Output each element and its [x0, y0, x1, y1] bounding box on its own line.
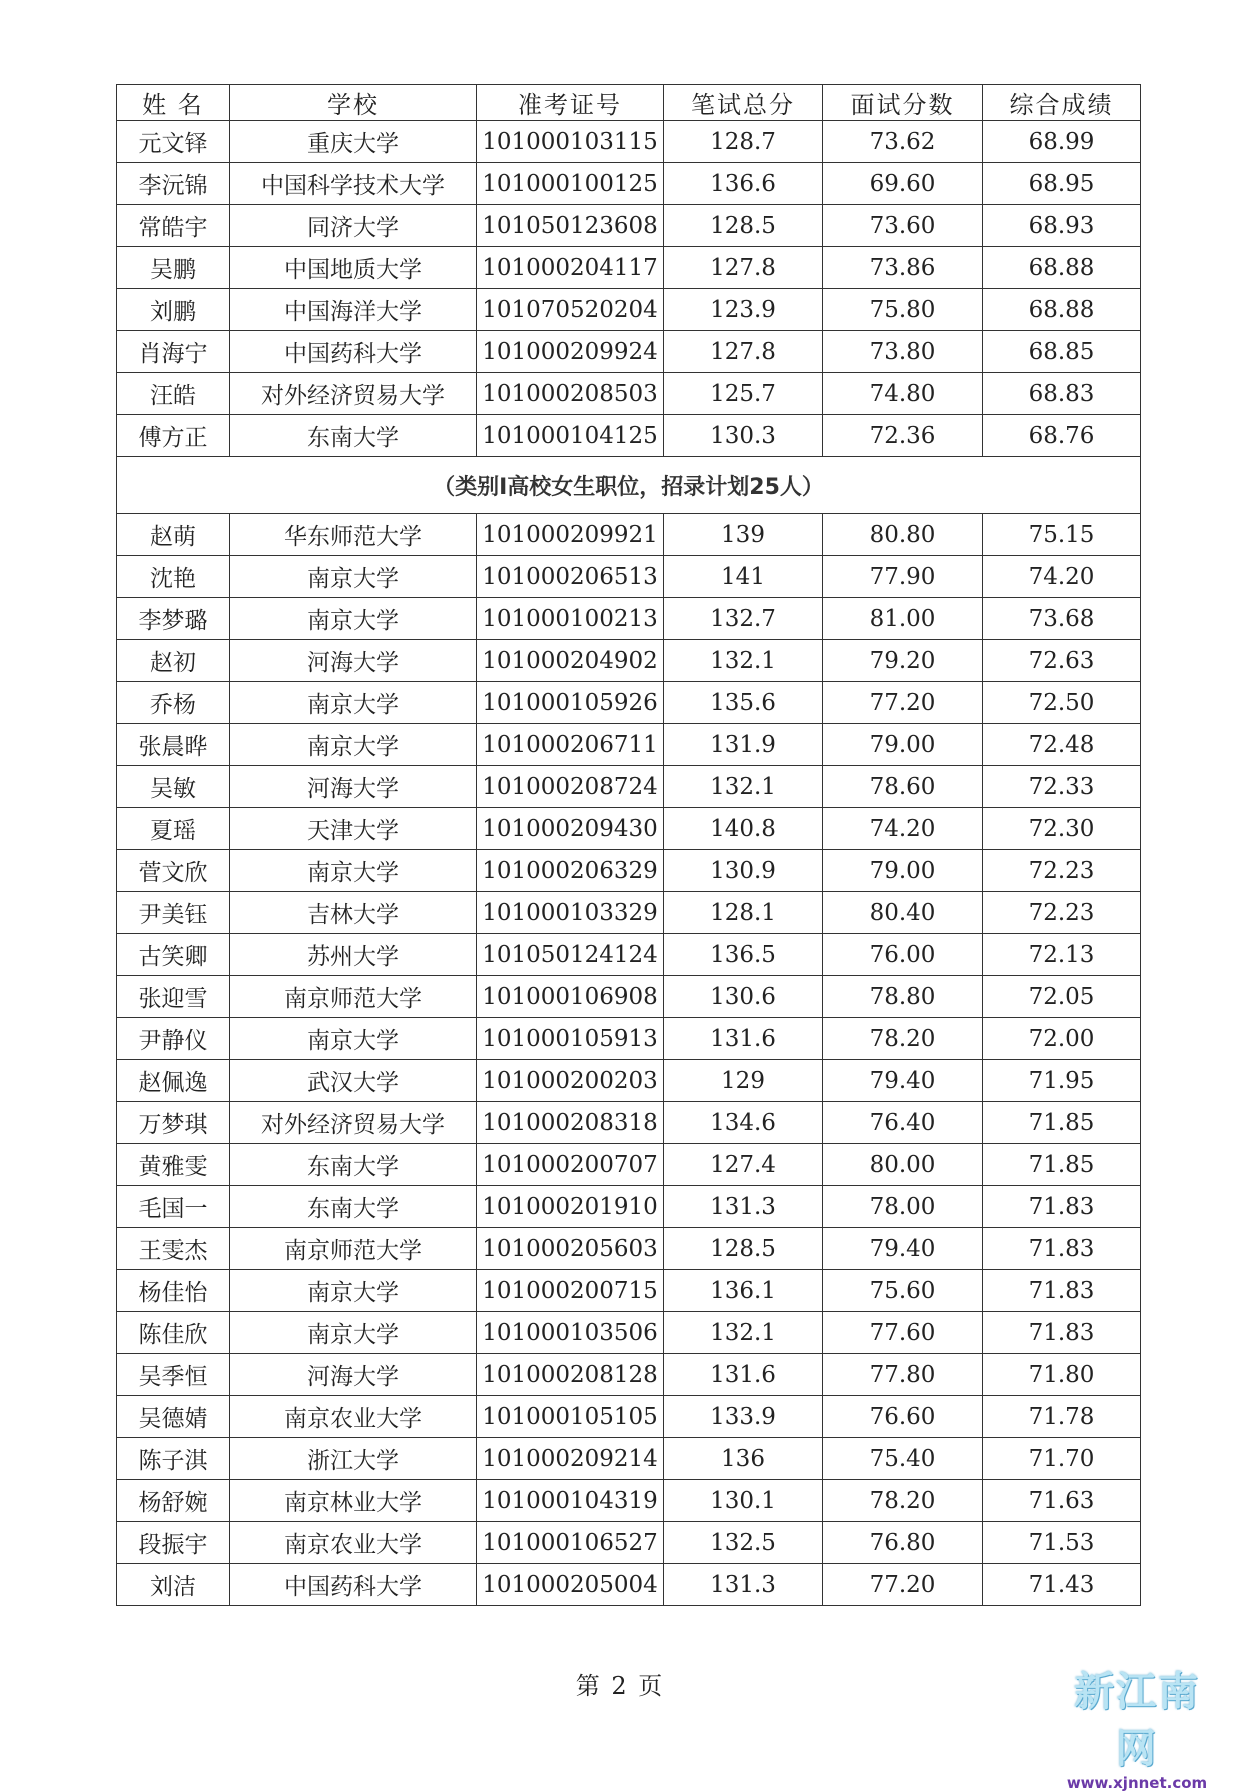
- cell-school: 东南大学: [230, 415, 477, 457]
- cell-name: 吴鹏: [117, 247, 230, 289]
- table-row: [117, 934, 1141, 976]
- cell-name: 元文铎: [117, 121, 230, 163]
- cell-school: 南京大学: [230, 724, 477, 766]
- cell-exam-id: 101000208724: [477, 766, 664, 808]
- cell-interview-score: 75.60: [823, 1270, 983, 1312]
- cell-total-score: 71.70: [983, 1438, 1141, 1480]
- cell-interview-score: 79.40: [823, 1228, 983, 1270]
- cell-name: 傅方正: [117, 415, 230, 457]
- table-row: [117, 1354, 1141, 1396]
- cell-total-score: 68.85: [983, 331, 1141, 373]
- cell-exam-id: 101000206329: [477, 850, 664, 892]
- cell-name: 赵萌: [117, 514, 230, 556]
- cell-school: 同济大学: [230, 205, 477, 247]
- cell-exam-id: 101000208318: [477, 1102, 664, 1144]
- cell-name: 段振宇: [117, 1522, 230, 1564]
- cell-school: 南京大学: [230, 1312, 477, 1354]
- cell-name: 吴敏: [117, 766, 230, 808]
- table-row: [117, 1018, 1141, 1060]
- table-row: [117, 850, 1141, 892]
- cell-total-score: 74.20: [983, 556, 1141, 598]
- table-row: [117, 640, 1141, 682]
- table-row: [117, 1102, 1141, 1144]
- cell-written-score: 125.7: [664, 373, 823, 415]
- cell-written-score: 131.6: [664, 1018, 823, 1060]
- cell-written-score: 127.8: [664, 247, 823, 289]
- cell-interview-score: 78.60: [823, 766, 983, 808]
- cell-school: 中国海洋大学: [230, 289, 477, 331]
- cell-written-score: 136.1: [664, 1270, 823, 1312]
- cell-name: 毛国一: [117, 1186, 230, 1228]
- cell-school: 河海大学: [230, 766, 477, 808]
- page-number: 第 2 页: [575, 1672, 665, 1700]
- cell-exam-id: 101000105926: [477, 682, 664, 724]
- watermark-url: www.xjnnet.com: [1066, 1774, 1208, 1792]
- table-row: [117, 724, 1141, 766]
- cell-interview-score: 80.00: [823, 1144, 983, 1186]
- cell-school: 南京大学: [230, 556, 477, 598]
- cell-exam-id: 101000200203: [477, 1060, 664, 1102]
- cell-written-score: 132.7: [664, 598, 823, 640]
- table-row: [117, 1564, 1141, 1606]
- table-row: [117, 598, 1141, 640]
- cell-exam-id: 101000103329: [477, 892, 664, 934]
- cell-interview-score: 73.62: [823, 121, 983, 163]
- cell-total-score: 68.88: [983, 247, 1141, 289]
- cell-written-score: 129: [664, 1060, 823, 1102]
- table-row: [117, 163, 1141, 205]
- cell-interview-score: 72.36: [823, 415, 983, 457]
- cell-name: 刘鹏: [117, 289, 230, 331]
- cell-written-score: 130.3: [664, 415, 823, 457]
- cell-school: 武汉大学: [230, 1060, 477, 1102]
- cell-school: 苏州大学: [230, 934, 477, 976]
- cell-exam-id: 101000208503: [477, 373, 664, 415]
- table-row: [117, 289, 1141, 331]
- cell-school: 华东师范大学: [230, 514, 477, 556]
- cell-name: 王雯杰: [117, 1228, 230, 1270]
- cell-written-score: 132.5: [664, 1522, 823, 1564]
- cell-school: 河海大学: [230, 640, 477, 682]
- col-header-name: 姓 名: [117, 85, 230, 121]
- cell-exam-id: 101000103115: [477, 121, 664, 163]
- cell-interview-score: 79.20: [823, 640, 983, 682]
- col-header-written-score: 笔试总分: [664, 85, 823, 121]
- cell-name: 沈艳: [117, 556, 230, 598]
- cell-school: 南京农业大学: [230, 1396, 477, 1438]
- cell-total-score: 68.93: [983, 205, 1141, 247]
- cell-written-score: 130.9: [664, 850, 823, 892]
- cell-written-score: 123.9: [664, 289, 823, 331]
- cell-name: 古笑卿: [117, 934, 230, 976]
- cell-exam-id: 101050123608: [477, 205, 664, 247]
- cell-school: 南京大学: [230, 682, 477, 724]
- cell-interview-score: 76.80: [823, 1522, 983, 1564]
- cell-total-score: 73.68: [983, 598, 1141, 640]
- cell-school: 南京大学: [230, 598, 477, 640]
- cell-total-score: 72.23: [983, 892, 1141, 934]
- cell-interview-score: 78.80: [823, 976, 983, 1018]
- cell-total-score: 71.95: [983, 1060, 1141, 1102]
- cell-exam-id: 101000100125: [477, 163, 664, 205]
- cell-total-score: 71.43: [983, 1564, 1141, 1606]
- cell-total-score: 68.95: [983, 163, 1141, 205]
- table-row: [117, 892, 1141, 934]
- cell-school: 中国地质大学: [230, 247, 477, 289]
- cell-school: 南京师范大学: [230, 1228, 477, 1270]
- cell-school: 南京农业大学: [230, 1522, 477, 1564]
- cell-name: 张晨晔: [117, 724, 230, 766]
- table-row: [117, 1228, 1141, 1270]
- cell-exam-id: 101000105105: [477, 1396, 664, 1438]
- cell-written-score: 128.5: [664, 1228, 823, 1270]
- cell-school: 浙江大学: [230, 1438, 477, 1480]
- cell-interview-score: 73.86: [823, 247, 983, 289]
- cell-interview-score: 77.20: [823, 1564, 983, 1606]
- cell-written-score: 128.7: [664, 121, 823, 163]
- cell-written-score: 133.9: [664, 1396, 823, 1438]
- cell-exam-id: 101000103506: [477, 1312, 664, 1354]
- cell-interview-score: 81.00: [823, 598, 983, 640]
- cell-school: 中国药科大学: [230, 331, 477, 373]
- table-row: [117, 976, 1141, 1018]
- cell-written-score: 141: [664, 556, 823, 598]
- cell-name: 张迎雪: [117, 976, 230, 1018]
- cell-exam-id: 101000209921: [477, 514, 664, 556]
- cell-total-score: 71.53: [983, 1522, 1141, 1564]
- cell-school: 对外经济贸易大学: [230, 1102, 477, 1144]
- header-row: [117, 85, 1141, 121]
- cell-exam-id: 101000100213: [477, 598, 664, 640]
- col-header-school: 学校: [230, 85, 477, 121]
- cell-written-score: 135.6: [664, 682, 823, 724]
- cell-written-score: 131.6: [664, 1354, 823, 1396]
- cell-interview-score: 74.80: [823, 373, 983, 415]
- table-row: [117, 1060, 1141, 1102]
- cell-total-score: 68.76: [983, 415, 1141, 457]
- cell-total-score: 71.80: [983, 1354, 1141, 1396]
- cell-exam-id: 101070520204: [477, 289, 664, 331]
- cell-exam-id: 101000206513: [477, 556, 664, 598]
- cell-interview-score: 76.40: [823, 1102, 983, 1144]
- cell-exam-id: 101000104319: [477, 1480, 664, 1522]
- cell-name: 刘洁: [117, 1564, 230, 1606]
- cell-written-score: 139: [664, 514, 823, 556]
- cell-interview-score: 77.90: [823, 556, 983, 598]
- cell-written-score: 130.6: [664, 976, 823, 1018]
- cell-school: 南京林业大学: [230, 1480, 477, 1522]
- cell-exam-id: 101000200707: [477, 1144, 664, 1186]
- cell-interview-score: 75.40: [823, 1438, 983, 1480]
- cell-written-score: 127.4: [664, 1144, 823, 1186]
- cell-interview-score: 77.80: [823, 1354, 983, 1396]
- cell-exam-id: 101000104125: [477, 415, 664, 457]
- cell-total-score: 68.83: [983, 373, 1141, 415]
- cell-interview-score: 73.60: [823, 205, 983, 247]
- cell-interview-score: 78.20: [823, 1018, 983, 1060]
- cell-written-score: 136: [664, 1438, 823, 1480]
- cell-exam-id: 101050124124: [477, 934, 664, 976]
- cell-interview-score: 76.00: [823, 934, 983, 976]
- section-title: （类别I高校女生职位，招录计划25人）: [117, 457, 1141, 514]
- cell-interview-score: 77.20: [823, 682, 983, 724]
- cell-school: 南京师范大学: [230, 976, 477, 1018]
- cell-total-score: 72.23: [983, 850, 1141, 892]
- cell-exam-id: 101000204117: [477, 247, 664, 289]
- cell-school: 天津大学: [230, 808, 477, 850]
- cell-written-score: 132.1: [664, 640, 823, 682]
- cell-interview-score: 79.40: [823, 1060, 983, 1102]
- cell-school: 中国药科大学: [230, 1564, 477, 1606]
- cell-exam-id: 101000205603: [477, 1228, 664, 1270]
- cell-written-score: 130.1: [664, 1480, 823, 1522]
- table-row: [117, 1438, 1141, 1480]
- cell-written-score: 132.1: [664, 766, 823, 808]
- table-row: [117, 373, 1141, 415]
- cell-total-score: 71.85: [983, 1144, 1141, 1186]
- cell-interview-score: 73.80: [823, 331, 983, 373]
- cell-total-score: 75.15: [983, 514, 1141, 556]
- cell-exam-id: 101000209924: [477, 331, 664, 373]
- table-row: [117, 1396, 1141, 1438]
- table-row: [117, 682, 1141, 724]
- cell-school: 南京大学: [230, 850, 477, 892]
- cell-exam-id: 101000209214: [477, 1438, 664, 1480]
- section-row: [117, 457, 1141, 514]
- table-row: [117, 331, 1141, 373]
- cell-school: 南京大学: [230, 1018, 477, 1060]
- cell-exam-id: 101000105913: [477, 1018, 664, 1060]
- cell-interview-score: 78.00: [823, 1186, 983, 1228]
- table-row: [117, 1522, 1141, 1564]
- cell-total-score: 72.63: [983, 640, 1141, 682]
- cell-school: 河海大学: [230, 1354, 477, 1396]
- cell-total-score: 72.48: [983, 724, 1141, 766]
- cell-total-score: 71.78: [983, 1396, 1141, 1438]
- cell-school: 东南大学: [230, 1186, 477, 1228]
- cell-school: 吉林大学: [230, 892, 477, 934]
- cell-school: 东南大学: [230, 1144, 477, 1186]
- cell-interview-score: 79.00: [823, 724, 983, 766]
- cell-total-score: 71.85: [983, 1102, 1141, 1144]
- cell-name: 夏瑶: [117, 808, 230, 850]
- cell-name: 杨舒婉: [117, 1480, 230, 1522]
- cell-exam-id: 101000106527: [477, 1522, 664, 1564]
- table-row: [117, 121, 1141, 163]
- cell-school: 重庆大学: [230, 121, 477, 163]
- cell-total-score: 71.63: [983, 1480, 1141, 1522]
- table-row: [117, 556, 1141, 598]
- cell-total-score: 68.88: [983, 289, 1141, 331]
- cell-interview-score: 80.40: [823, 892, 983, 934]
- table-row: [117, 1312, 1141, 1354]
- cell-interview-score: 79.00: [823, 850, 983, 892]
- cell-total-score: 71.83: [983, 1312, 1141, 1354]
- table-row: [117, 808, 1141, 850]
- cell-name: 吴季恒: [117, 1354, 230, 1396]
- watermark-title: 新江南网: [1074, 1669, 1200, 1772]
- cell-school: 南京大学: [230, 1270, 477, 1312]
- cell-total-score: 72.30: [983, 808, 1141, 850]
- cell-written-score: 131.3: [664, 1186, 823, 1228]
- cell-exam-id: 101000201910: [477, 1186, 664, 1228]
- table-row: [117, 514, 1141, 556]
- cell-total-score: 72.50: [983, 682, 1141, 724]
- site-watermark-logo: [1062, 1660, 1212, 1792]
- cell-written-score: 131.9: [664, 724, 823, 766]
- cell-name: 常皓宇: [117, 205, 230, 247]
- cell-written-score: 132.1: [664, 1312, 823, 1354]
- table-row: [117, 415, 1141, 457]
- cell-written-score: 128.1: [664, 892, 823, 934]
- cell-interview-score: 75.80: [823, 289, 983, 331]
- results-table: [116, 84, 1141, 1606]
- cell-name: 万梦琪: [117, 1102, 230, 1144]
- cell-name: 乔杨: [117, 682, 230, 724]
- cell-name: 陈子淇: [117, 1438, 230, 1480]
- cell-interview-score: 76.60: [823, 1396, 983, 1438]
- table-row: [117, 1186, 1141, 1228]
- col-header-exam-id: 准考证号: [477, 85, 664, 121]
- cell-name: 菅文欣: [117, 850, 230, 892]
- table-row: [117, 205, 1141, 247]
- cell-exam-id: 101000200715: [477, 1270, 664, 1312]
- table-row: [117, 766, 1141, 808]
- cell-school: 中国科学技术大学: [230, 163, 477, 205]
- cell-name: 李梦璐: [117, 598, 230, 640]
- cell-total-score: 72.13: [983, 934, 1141, 976]
- cell-interview-score: 80.80: [823, 514, 983, 556]
- cell-total-score: 72.00: [983, 1018, 1141, 1060]
- cell-total-score: 72.33: [983, 766, 1141, 808]
- cell-name: 杨佳怡: [117, 1270, 230, 1312]
- table-row: [117, 247, 1141, 289]
- cell-exam-id: 101000209430: [477, 808, 664, 850]
- cell-written-score: 134.6: [664, 1102, 823, 1144]
- table-row: [117, 1144, 1141, 1186]
- cell-written-score: 131.3: [664, 1564, 823, 1606]
- col-header-interview-score: 面试分数: [823, 85, 983, 121]
- cell-total-score: 71.83: [983, 1186, 1141, 1228]
- cell-total-score: 71.83: [983, 1228, 1141, 1270]
- table-row: [117, 1480, 1141, 1522]
- cell-name: 吴德婧: [117, 1396, 230, 1438]
- cell-written-score: 136.6: [664, 163, 823, 205]
- cell-interview-score: 77.60: [823, 1312, 983, 1354]
- cell-name: 赵初: [117, 640, 230, 682]
- cell-written-score: 128.5: [664, 205, 823, 247]
- cell-school: 对外经济贸易大学: [230, 373, 477, 415]
- cell-interview-score: 69.60: [823, 163, 983, 205]
- cell-name: 赵佩逸: [117, 1060, 230, 1102]
- cell-written-score: 127.8: [664, 331, 823, 373]
- cell-exam-id: 101000205004: [477, 1564, 664, 1606]
- cell-interview-score: 78.20: [823, 1480, 983, 1522]
- cell-name: 肖海宁: [117, 331, 230, 373]
- cell-interview-score: 74.20: [823, 808, 983, 850]
- cell-exam-id: 101000206711: [477, 724, 664, 766]
- table-row: [117, 1270, 1141, 1312]
- cell-name: 汪皓: [117, 373, 230, 415]
- cell-total-score: 71.83: [983, 1270, 1141, 1312]
- cell-name: 陈佳欣: [117, 1312, 230, 1354]
- cell-name: 李沅锦: [117, 163, 230, 205]
- col-header-total-score: 综合成绩: [983, 85, 1141, 121]
- cell-total-score: 72.05: [983, 976, 1141, 1018]
- cell-written-score: 140.8: [664, 808, 823, 850]
- cell-exam-id: 101000204902: [477, 640, 664, 682]
- cell-exam-id: 101000106908: [477, 976, 664, 1018]
- cell-name: 尹静仪: [117, 1018, 230, 1060]
- cell-total-score: 68.99: [983, 121, 1141, 163]
- cell-exam-id: 101000208128: [477, 1354, 664, 1396]
- cell-name: 黄雅雯: [117, 1144, 230, 1186]
- cell-written-score: 136.5: [664, 934, 823, 976]
- cell-name: 尹美钰: [117, 892, 230, 934]
